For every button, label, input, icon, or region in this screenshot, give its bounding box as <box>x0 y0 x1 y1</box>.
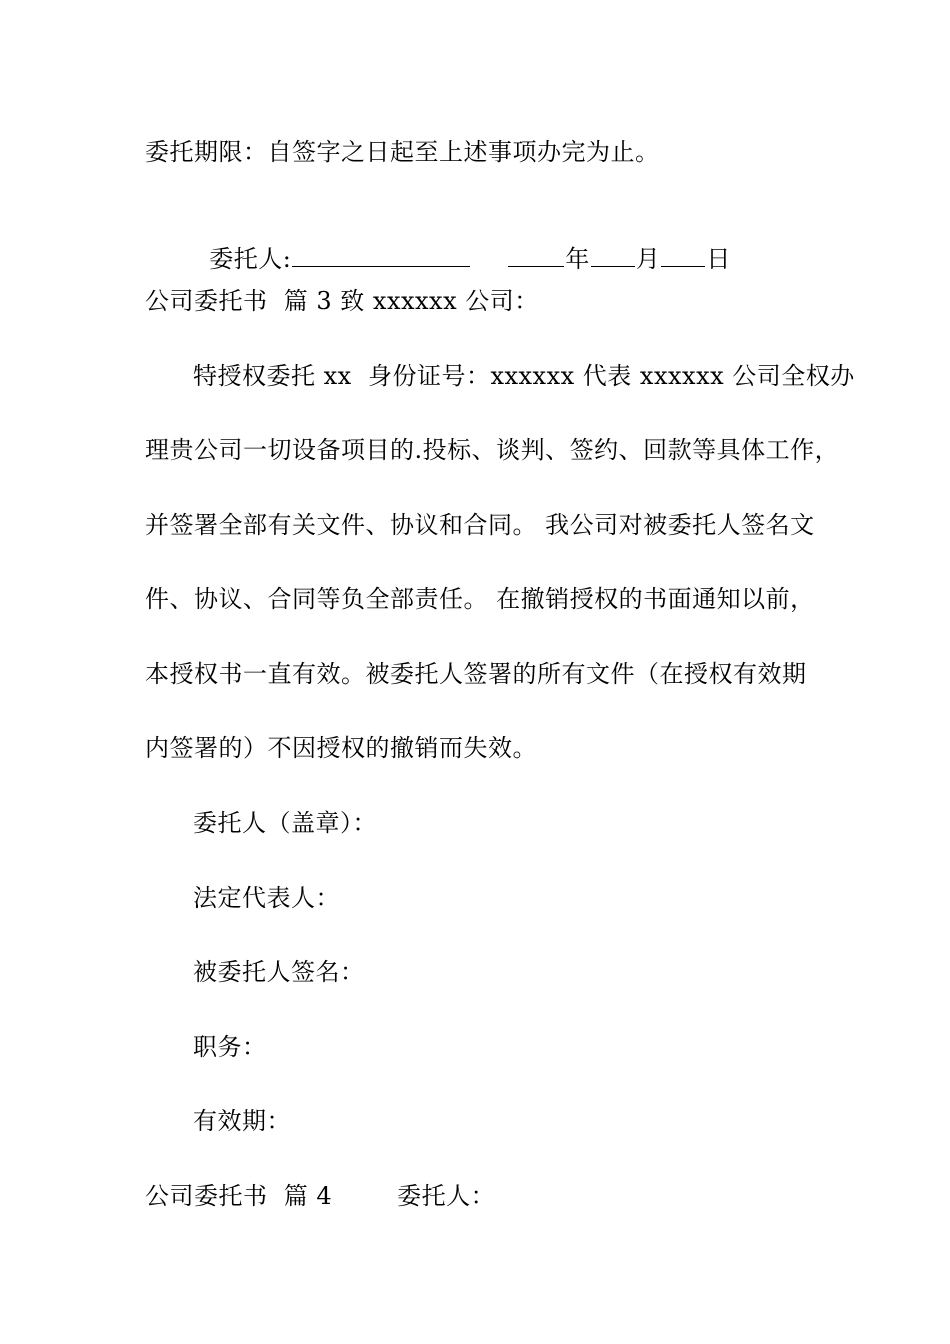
day-blank <box>661 242 705 267</box>
term-line: 委托期限：自签字之日起至上述事项办完为止。 <box>145 138 660 166</box>
legal-rep-field: 法定代表人： <box>193 884 340 912</box>
year-label: 年 <box>565 245 590 273</box>
month-label: 月 <box>635 245 661 273</box>
principal-blank <box>292 242 470 267</box>
validity-field: 有效期： <box>193 1107 291 1135</box>
principal-seal-field: 委托人（盖章）： <box>193 809 377 837</box>
agent-signature-field: 被委托人签名： <box>193 958 365 986</box>
section-heading-3: 公司委托书 篇 3 致 xxxxxx 公司： <box>145 287 539 315</box>
body-line-2: 理贵公司一切设备项目的.投标、谈判、签约、回款等具体工作， <box>145 436 840 464</box>
year-blank <box>508 242 564 267</box>
body-line-4: 件、协议、合同等负全部责任。 在撤销授权的书面通知以前， <box>145 585 815 613</box>
body-line-1: 特授权委托 xx 身份证号：xxxxxx 代表 xxxxxx 公司全权办 <box>193 362 855 390</box>
position-field: 职务： <box>193 1033 267 1061</box>
body-line-3: 并签署全部有关文件、协议和合同。 我公司对被委托人签名文 <box>145 511 815 539</box>
body-line-5: 本授权书一直有效。被委托人签署的所有文件（在授权有效期 <box>145 660 807 688</box>
body-line-6: 内签署的）不因授权的撤销而失效。 <box>145 734 537 762</box>
day-label: 日 <box>706 245 731 273</box>
principal-sign-line <box>193 210 731 275</box>
month-blank <box>591 242 635 267</box>
section-heading-4: 公司委托书 篇 4 委托人： <box>145 1182 496 1210</box>
principal-label: 委托人: <box>209 245 292 273</box>
